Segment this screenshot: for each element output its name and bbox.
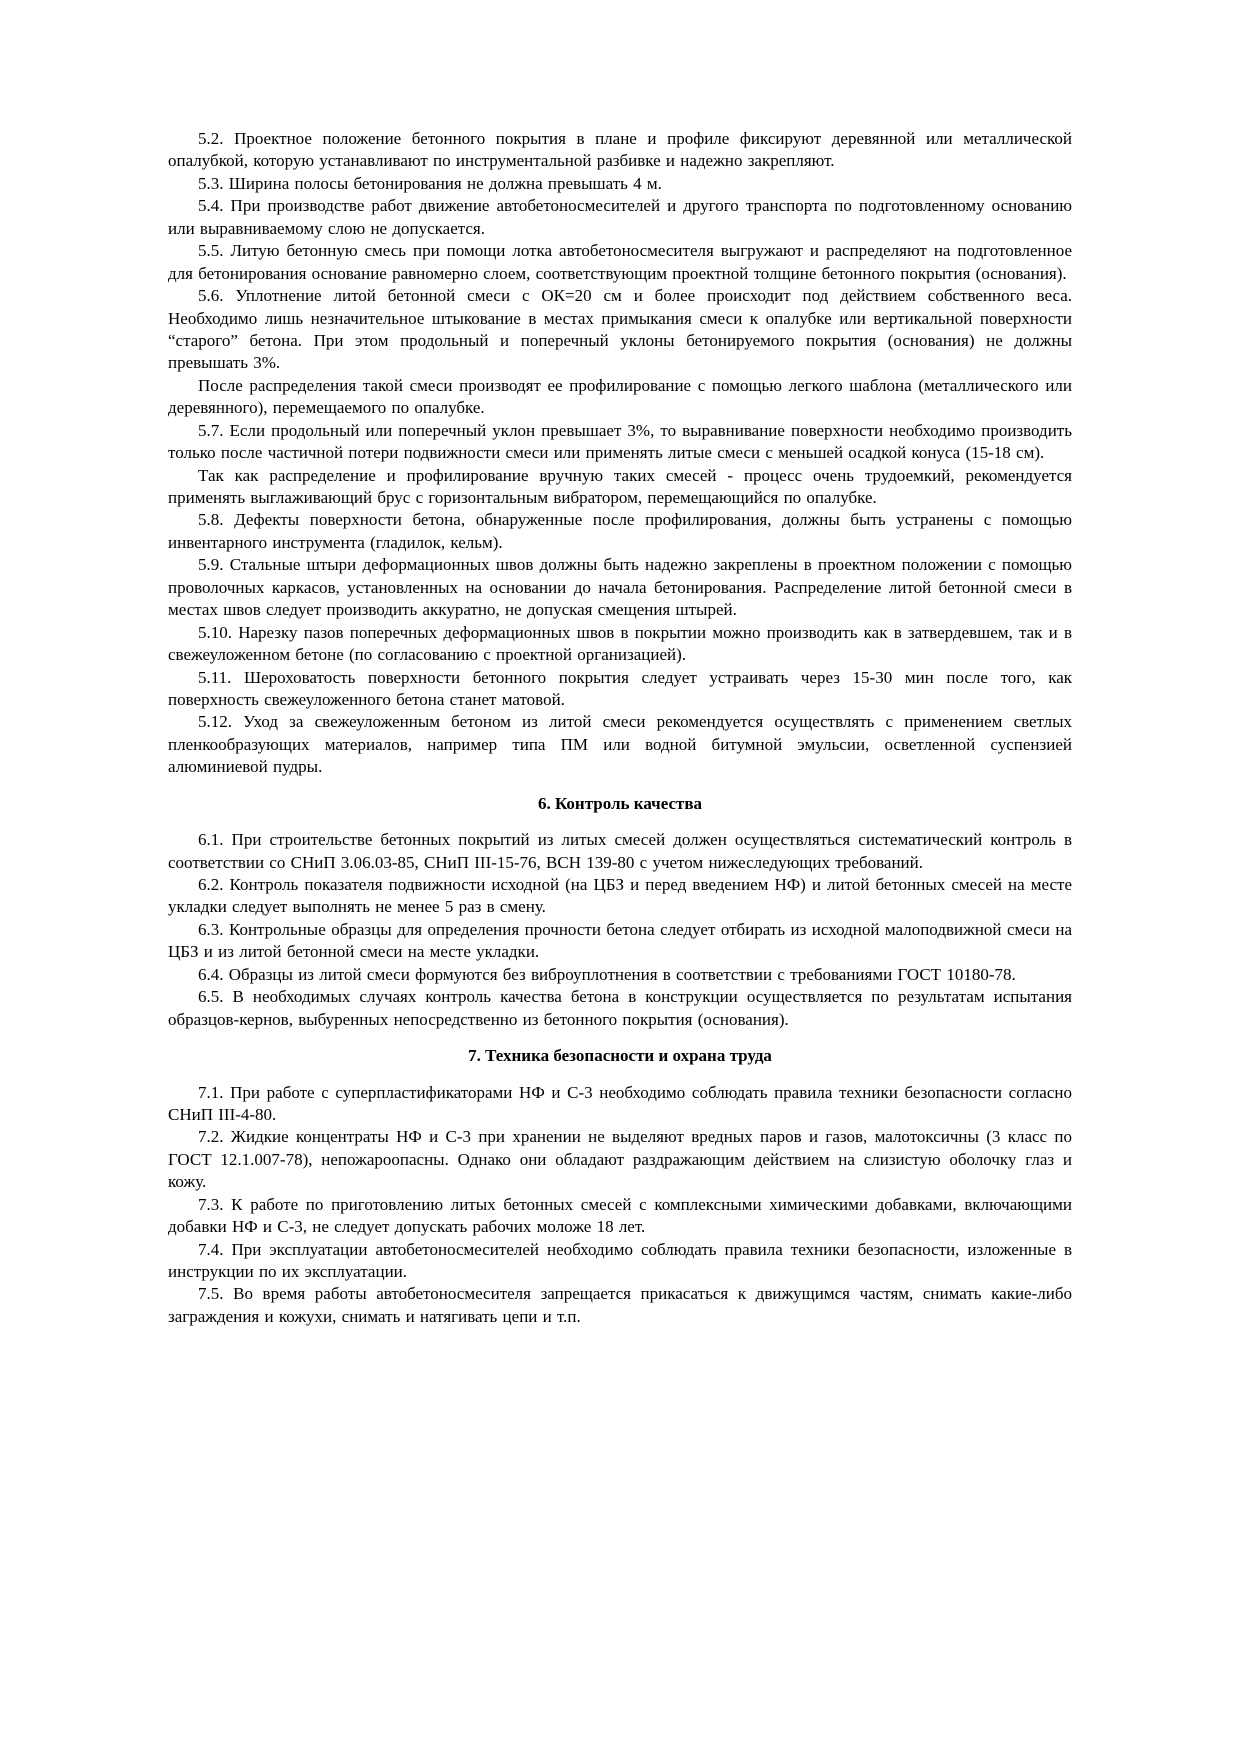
paragraph: Так как распределение и профилирование вручную таких смесей - процесс очень трудоемкий, рекомендуется применять выглаживающий брус с горизонтальным вибратором, перемещающийся по опалубке. — [168, 465, 1072, 507]
section-heading: 7. Техника безопасности и охрана труда — [468, 1046, 772, 1066]
paragraph: 7.2. Жидкие концентраты НФ и С-3 при хранении не выделяют вредных паров и газов, малотоксичны (3 класс по ГОСТ 12.1.007-78), непожароопасны. Однако они обладают раздражающим действием на слизистую оболочку глаз и кожу. — [168, 1127, 1072, 1192]
paragraph: 5.9. Стальные штыри деформационных швов должны быть надежно закреплены в проектном положении с помощью проволочных каркасов, установленных на основании до начала бетонирования. Распределение литой бетонной смеси в местах швов следует производить аккуратно, не допуская смещения штырей. — [168, 555, 1072, 620]
paragraph: 6.2. Контроль показателя подвижности исходной (на ЦБЗ и перед введением НФ) и литой бетонных смесей на месте укладки следует выполнять не менее 5 раз в смену. — [168, 875, 1072, 917]
paragraph: 7.4. При эксплуатации автобетоносмесителей необходимо соблюдать правила техники безопасности, изложенные в инструкции по их эксплуатации. — [168, 1239, 1072, 1281]
paragraph: 5.10. Нарезку пазов поперечных деформационных швов в покрытии можно производить как в затвердевшем, так и в свежеуложенном бетоне (по согласованию с проектной организацией). — [168, 622, 1072, 665]
paragraph: 6.3. Контрольные образцы для определения прочности бетона следует отбирать из исходной малоподвижной смеси на ЦБЗ и из литой бетонной смеси на месте укладки. — [168, 919, 1072, 962]
paragraph: 7.5. Во время работы автобетоносмесителя запрещается прикасаться к движущимся частям, снимать какие-либо заграждения и кожухи, снимать и натягивать цепи и т.п. — [168, 1284, 1072, 1326]
paragraph: 6.5. В необходимых случаях контроль качества бетона в конструкции осуществляется по результатам испытания образцов-кернов, выбуренных непосредственно из бетонного покрытия (основания). — [168, 987, 1072, 1029]
paragraph: 5.11. Шероховатость поверхности бетонного покрытия следует устраивать через 15-30 мин после того, как поверхность свежеуложенного бетона станет матовой. — [168, 667, 1072, 709]
paragraph: 7.3. К работе по приготовлению литых бетонных смесей с комплексными химическими добавками, включающими добавки НФ и С-3, не следует допускать рабочих моложе 18 лет. — [168, 1194, 1072, 1237]
paragraph: 5.6. Уплотнение литой бетонной смеси с ОК=20 см и более происходит под действием собственного веса. Необходимо лишь незначительное штыкование в местах примыкания смеси к опалубке или вертикальной поверхности “старого” бетона. При этом продольный и поперечный уклоны бетонируемого покрытия (основания) не должны превышать 3%. — [168, 286, 1072, 373]
paragraph: 5.5. Литую бетонную смесь при помощи лотка автобетоносмесителя выгружают и распределяют на подготовленное для бетонирования основание равномерно слоем, соответствующим проектной толщине бетонного покрытия (основания). — [168, 241, 1072, 283]
paragraph: 7.1. При работе с суперпластификаторами НФ и С-3 необходимо соблюдать правила техники безопасности согласно СНиП III-4-80. — [168, 1082, 1072, 1124]
paragraph: 5.8. Дефекты поверхности бетона, обнаруженные после профилирования, должны быть устранены с помощью инвентарного инструмента (гладилок, кельм). — [168, 510, 1072, 552]
section-heading: 6. Контроль качества — [537, 793, 703, 813]
paragraph: 5.7. Если продольный или поперечный уклон превышает 3%, то выравнивание поверхности необходимо производить только после частичной потери подвижности смеси или применять литые смеси с меньшей осадкой конуса (15-18 см). — [168, 420, 1072, 463]
paragraph: 5.12. Уход за свежеуложенным бетоном из литой смеси рекомендуется осуществлять с применением светлых пленкообразующих материалов, например типа ПМ или водной битумной эмульсии, осветленной суспензией алюминиевой пудры. — [168, 712, 1072, 777]
paragraph: 5.3. Ширина полосы бетонирования не должна превышать 4 м. — [198, 173, 662, 193]
paragraph: 6.4. Образцы из литой смеси формуются без виброуплотнения в соответствии с требованиями ГОСТ 10180-78. — [198, 964, 1016, 984]
paragraph: 5.2. Проектное положение бетонного покрытия в плане и профиле фиксируют деревянной или металлической опалубкой, которую устанавливают по инструментальной разбивке и надежно закрепляют. — [168, 129, 1072, 171]
paragraph: 5.4. При производстве работ движение автобетоносмесителей и другого транспорта по подготовленному основанию или выравниваемому слою не допускается. — [168, 196, 1072, 238]
document-body — [168, 128, 1072, 1328]
paragraph: 6.1. При строительстве бетонных покрытий из литых смесей должен осуществляться систематический контроль в соответствии со СНиП 3.06.03-85, СНиП III-15-76, ВСН 139-80 с учетом нижеследующих требований. — [168, 830, 1072, 872]
paragraph: После распределения такой смеси производят ее профилирование с помощью легкого шаблона (металлического или деревянного), перемещаемого по опалубке. — [168, 375, 1072, 418]
